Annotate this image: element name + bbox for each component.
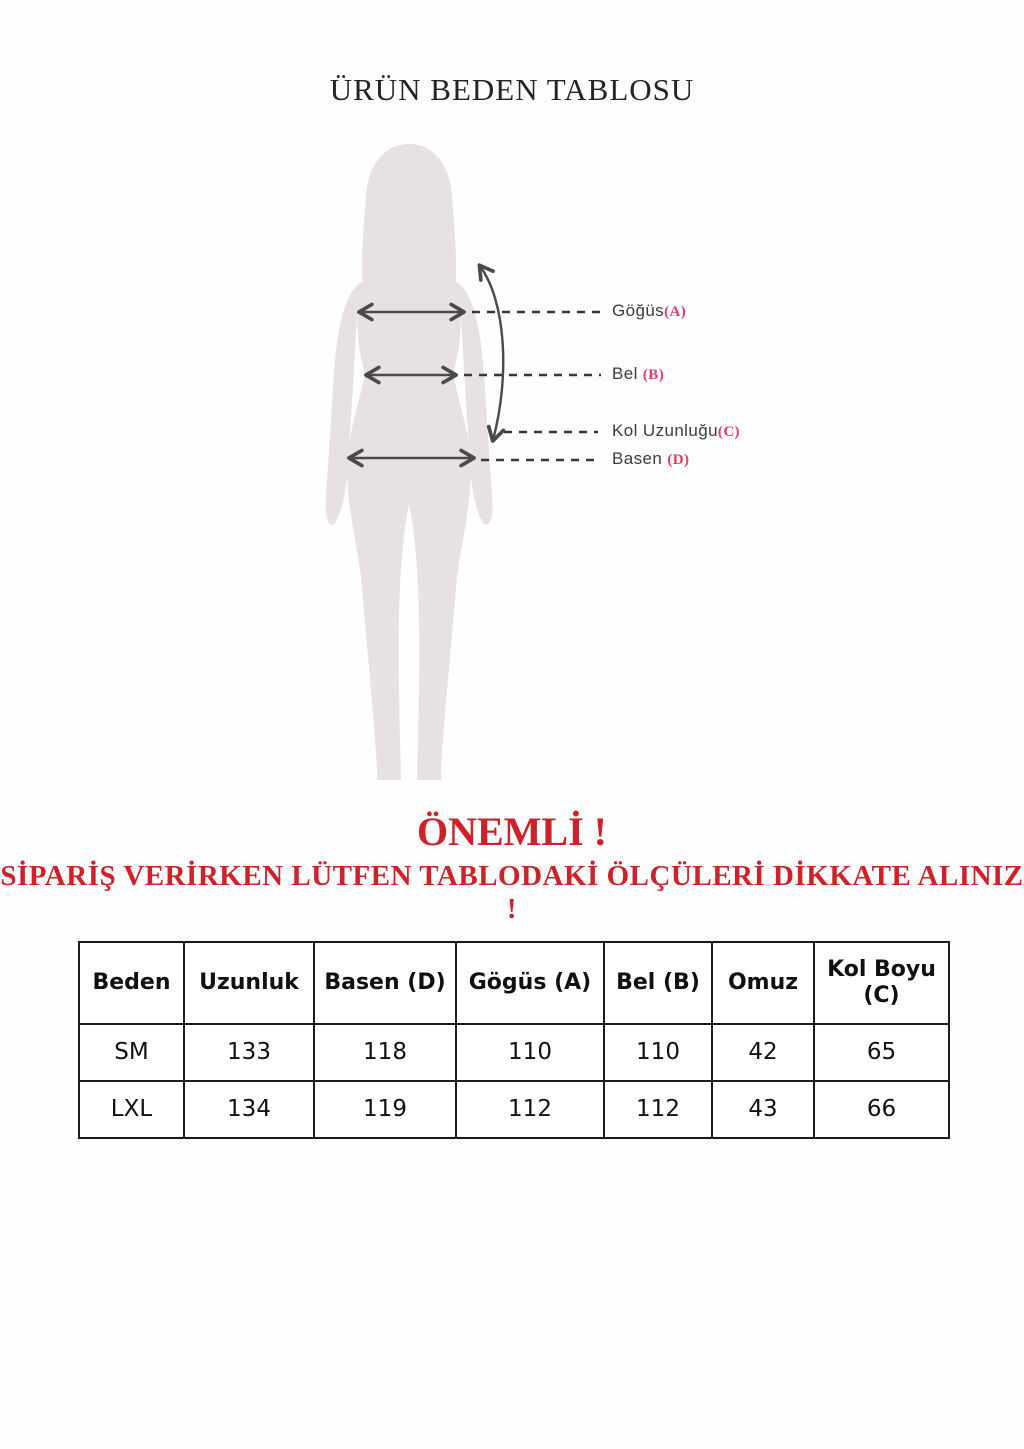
cell-sm-omuz: 42 <box>712 1024 814 1081</box>
cell-sm-uzunluk: 133 <box>184 1024 314 1081</box>
size-table <box>78 941 950 1139</box>
important-heading: ÖNEMLİ ! <box>417 809 607 854</box>
header-kol-boyu: Kol Boyu (C) <box>814 942 949 1024</box>
header-beden: Beden <box>79 942 184 1024</box>
label-hip <box>612 449 689 469</box>
table-row-sm <box>79 1024 949 1081</box>
cell-sm-basen: 118 <box>314 1024 456 1081</box>
cell-lxl-kol: 66 <box>814 1081 949 1138</box>
cell-lxl-gogus: 112 <box>456 1081 604 1138</box>
label-sleeve <box>612 421 740 441</box>
size-table-header-row <box>79 942 949 1024</box>
cell-lxl-bel: 112 <box>604 1081 712 1138</box>
header-basen: Basen (D) <box>314 942 456 1024</box>
cell-sm-bel: 110 <box>604 1024 712 1081</box>
cell-lxl-uzunluk: 134 <box>184 1081 314 1138</box>
label-hip-text: Basen <box>612 449 668 469</box>
header-bel: Bel (B) <box>604 942 712 1024</box>
header-gogus: Gögüs (A) <box>456 942 604 1024</box>
header-omuz: Omuz <box>712 942 814 1024</box>
measurement-diagram <box>0 136 1024 798</box>
label-chest <box>612 301 686 321</box>
label-chest-text: Göğüs <box>612 301 665 321</box>
cell-lxl-omuz: 43 <box>712 1081 814 1138</box>
cell-sm-kol: 65 <box>814 1024 949 1081</box>
label-chest-code: (A) <box>664 304 687 321</box>
label-sleeve-text: Kol Uzunluğu <box>612 421 718 441</box>
body-measurement-figure <box>0 136 1024 798</box>
label-waist-text: Bel <box>612 364 643 384</box>
page-title: ÜRÜN BEDEN TABLOSU <box>329 72 695 107</box>
label-hip-code: (D) <box>667 452 690 469</box>
label-sleeve-code: (C) <box>717 424 740 441</box>
cell-lxl-beden: LXL <box>79 1081 184 1138</box>
cell-sm-gogus: 110 <box>456 1024 604 1081</box>
cell-lxl-basen: 119 <box>314 1081 456 1138</box>
header-uzunluk: Uzunluk <box>184 942 314 1024</box>
label-waist <box>612 364 664 384</box>
female-silhouette <box>326 144 493 780</box>
label-waist-code: (B) <box>642 367 665 384</box>
cell-sm-beden: SM <box>79 1024 184 1081</box>
order-warning-text: SİPARİŞ VERİRKEN LÜTFEN TABLODAKİ ÖLÇÜLERİ DİKKATE ALINIZ ! <box>0 860 1024 926</box>
table-row-lxl <box>79 1081 949 1138</box>
